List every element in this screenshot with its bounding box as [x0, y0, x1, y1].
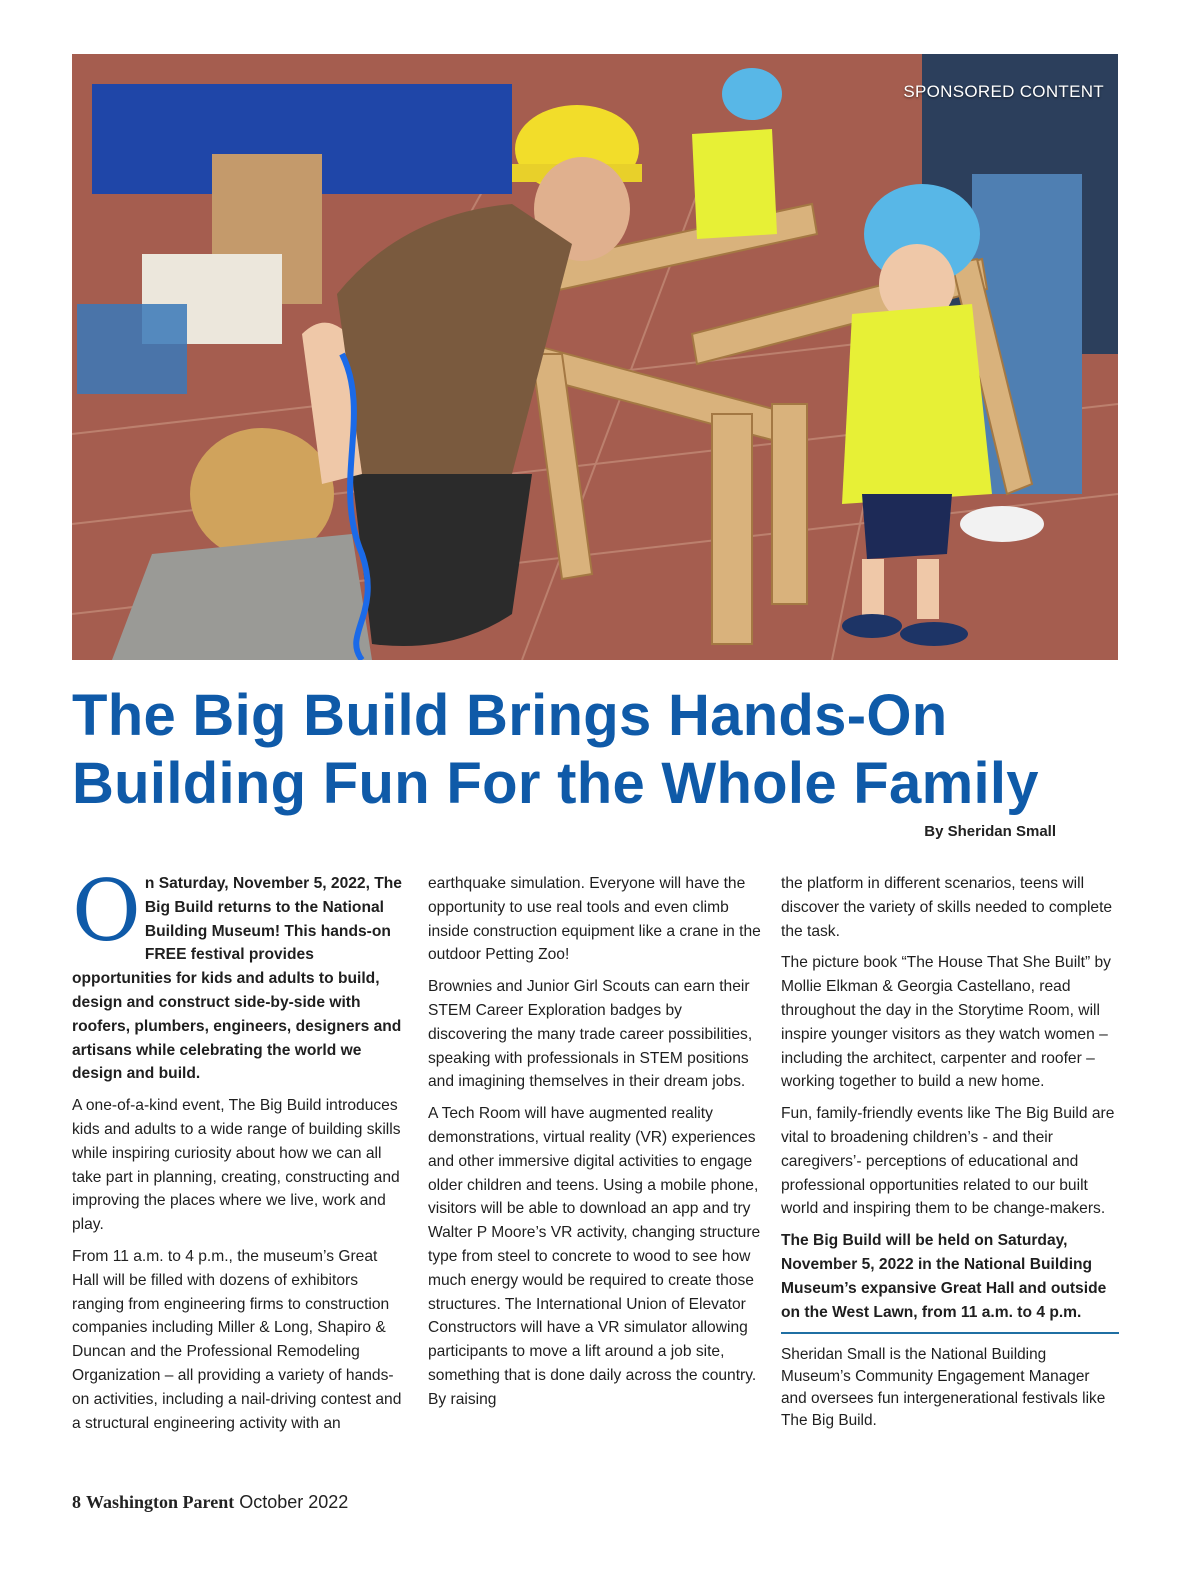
drop-cap: O: [72, 862, 141, 960]
headline-line-1: The Big Build Brings Hands-On: [72, 683, 948, 748]
event-details: The Big Build will be held on Saturday, November 5, 2022 in the National Building Museum’s expansive Great Hall and outside on the West Lawn, from 11 a.m. to 4 p.m.: [781, 1232, 1107, 1321]
divider: [781, 1332, 1119, 1334]
hero-photo: [72, 54, 1118, 660]
paragraph: the platform in different scenarios, teens will discover the variety of skills needed to complete the task.: [781, 875, 1113, 940]
paragraph: From 11 a.m. to 4 p.m., the museum’s Great Hall will be filled with dozens of exhibitors ranging from engineering firms to construction companies including Miller & Long, Shapiro & Duncan and the Professional Remodeling Organization – all providing a variety of hands-on activities, including a nail-driving contest and a structural engineering activity with an: [72, 1247, 402, 1432]
issue-date: October 2022: [239, 1492, 349, 1512]
article-headline: [72, 682, 1132, 818]
paragraph: A one-of-a-kind event, The Big Build introduces kids and adults to a wide range of building skills while inspiring curiosity about how we can all take part in planning, creating, constructing and improving the places where we live, work and play.: [72, 1097, 401, 1234]
lead-paragraph: [72, 862, 402, 1086]
article-column-2: [428, 872, 764, 1420]
publication-name: Washington Parent: [86, 1492, 235, 1512]
article-column-3: [781, 872, 1119, 1440]
paragraph: The picture book “The House That She Built” by Mollie Elkman & Georgia Castellano, read throughout the day in the Storytime Room, will inspire younger visitors as they watch women – including the architect, carpenter and roofer – working together to build a new home.: [781, 954, 1111, 1091]
lead-text: n Saturday, November 5, 2022, The Big Build returns to the National Building Museum! This hands-on FREE festival provides opportunities for kids and adults to build, design and construct side-by-side with roofers, plumbers, engineers, designers and artisans while celebrating the world we design and build.: [72, 875, 402, 1083]
paragraph: Brownies and Junior Girl Scouts can earn their STEM Career Exploration badges by discovering the many trade career possibilities, speaking with professionals in STEM positions and imagining themselves in their dream jobs.: [428, 978, 753, 1091]
paragraph: A Tech Room will have augmented reality demonstrations, virtual reality (VR) experiences and other immersive digital activities to engage older children and teens. Using a mobile phone, visitors will be able to download an app and try Walter P Moore’s VR activity, changing structure type from steel to concrete to wood to see how much energy would be required to create those structures. The International Union of Elevator Constructors will have a VR simulator allowing participants to move a lift around a job site, something that is done daily across the country. By raising: [428, 1105, 761, 1408]
sponsored-content-badge: SPONSORED CONTENT: [903, 82, 1104, 101]
article-column-1: [72, 862, 402, 1443]
byline: By Sheridan Small: [924, 823, 1056, 840]
headline-line-2: Building Fun For the Whole Family: [72, 751, 1039, 816]
paragraph: earthquake simulation. Everyone will have the opportunity to use real tools and even climb inside construction equipment like a crane in the outdoor Petting Zoo!: [428, 875, 761, 964]
author-bio: Sheridan Small is the National Building Museum’s Community Engagement Manager and oversees fun intergenerational festivals like The Big Build.: [781, 1346, 1106, 1430]
paragraph: Fun, family-friendly events like The Big Build are vital to broadening children’s - and their caregivers’- perceptions of educational and professional opportunities related to our built world and inspiring them to be change-makers.: [781, 1105, 1115, 1218]
page-number: 8: [72, 1492, 81, 1512]
page-footer: [72, 1492, 348, 1513]
hero-photo-illustration: [72, 54, 1118, 660]
